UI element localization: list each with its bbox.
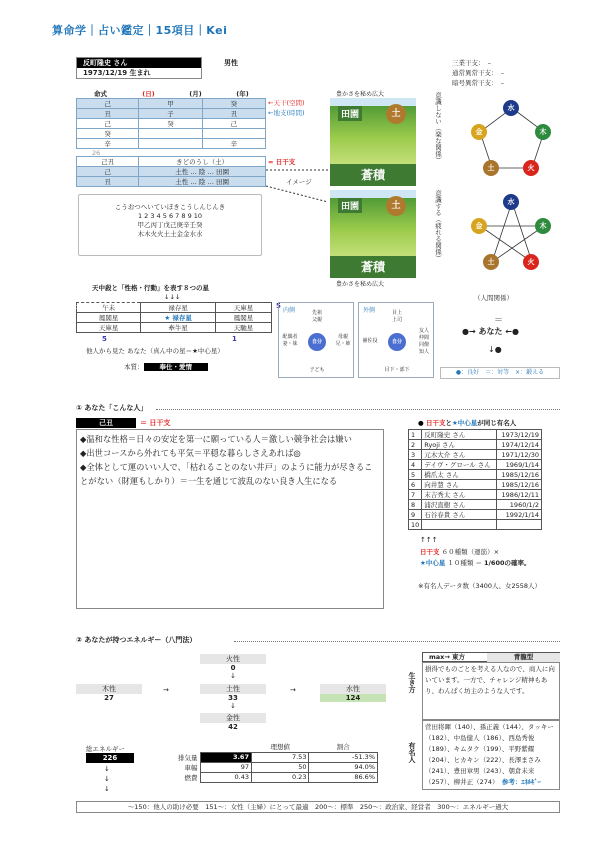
famous-line1 bbox=[420, 547, 499, 556]
type-label: 青龍型 bbox=[487, 653, 560, 662]
inner-diagram bbox=[278, 302, 354, 378]
famous-title-mid: と bbox=[445, 419, 452, 427]
outer-bottom: 目下・部下 bbox=[384, 367, 410, 373]
famous-date: 1974/12/14 bbox=[497, 440, 542, 450]
image-bar: 蒼積 bbox=[330, 164, 416, 186]
cell: 辛 bbox=[202, 139, 265, 149]
sub-cell: 土性 … 陰 … 田園 bbox=[139, 167, 266, 177]
image-arrows bbox=[262, 166, 332, 206]
famous-row bbox=[409, 490, 542, 500]
cell: 辛 bbox=[77, 139, 139, 149]
water-label: 水性 bbox=[320, 684, 386, 694]
tag-field: 田園 bbox=[338, 198, 362, 213]
cell: 甲 bbox=[139, 99, 202, 109]
famous-name: Ryoji さん bbox=[422, 440, 497, 450]
arrow-right: → bbox=[290, 686, 296, 694]
famous-date: 1985/12/16 bbox=[497, 480, 542, 490]
famous-index: 3 bbox=[409, 450, 422, 460]
meishiki-num: 26 bbox=[92, 149, 101, 157]
outer-top: 目上 上司 bbox=[391, 310, 402, 323]
row-val: 97 bbox=[200, 762, 251, 772]
chishi-note: ←地支(時間) bbox=[268, 109, 305, 117]
profile-box bbox=[76, 57, 202, 79]
nikkan-note: = 日干支 bbox=[268, 158, 296, 166]
cycle-label-bottom: 意識する（疲れる関係） bbox=[434, 190, 442, 262]
row-label: 燃費 bbox=[184, 773, 198, 782]
total-label: 総エネルギー bbox=[86, 745, 125, 753]
famous-row bbox=[409, 450, 542, 460]
earth-label: 土性 bbox=[200, 684, 266, 694]
famous-index: 5 bbox=[409, 470, 422, 480]
page-title: 算命学｜占い鑑定｜15項目｜Kei bbox=[52, 24, 228, 37]
human-down: ↓● bbox=[488, 345, 502, 354]
famous-index: 9 bbox=[409, 510, 422, 520]
nikkan-table bbox=[76, 156, 266, 187]
star-cell: 午未 bbox=[77, 303, 141, 313]
kana-line: こうおつへいていぼきこうしんじんき bbox=[114, 203, 226, 211]
human-title: （人間関係） bbox=[474, 294, 513, 302]
famous-name: 向井慧 さん bbox=[422, 480, 497, 490]
honshitsu-label: 本質： bbox=[124, 363, 144, 371]
nikkan-cell: きどのうし（土） bbox=[139, 157, 266, 167]
sec2-divider bbox=[234, 641, 560, 642]
fire-value: 0 bbox=[230, 664, 236, 672]
nikkan-cell: 己丑 bbox=[77, 157, 139, 167]
ikikata-text: 損得でものごとを考える人なので、商人に向いています。一方で、チャレンジ精神もあり、わんぱく坊主のような人です。 bbox=[422, 662, 560, 720]
ikikata-label: 生き方 bbox=[408, 672, 416, 693]
sub-cell: 己 bbox=[77, 167, 139, 177]
famous-name: デイヴ・グロール さん bbox=[422, 460, 497, 470]
wood-energy bbox=[76, 684, 142, 702]
famous-row bbox=[409, 520, 542, 530]
famous-name: 橋爪太 さん bbox=[422, 470, 497, 480]
inner-self: 自分 bbox=[308, 333, 326, 351]
cell: 己 bbox=[77, 119, 139, 129]
famous-date: 1960/1/2 bbox=[497, 500, 542, 510]
arrow-right: → bbox=[163, 686, 169, 694]
center-star: ★ 禄存星 bbox=[141, 313, 216, 323]
row-val: 86.6% bbox=[309, 772, 378, 782]
famous-title-dot: ● bbox=[418, 419, 424, 427]
famous-l2c: 1/600の確率。 bbox=[484, 559, 531, 567]
row-val: -51.3% bbox=[309, 752, 378, 762]
famous-row bbox=[409, 460, 542, 470]
metal-label: 金性 bbox=[200, 713, 266, 723]
th: 割合 bbox=[336, 743, 350, 752]
famous-arrows: ↑↑↑ bbox=[420, 536, 438, 544]
energy-footer: ～150：他人の助け必要 151～：女性（主婦）にとって最適 200～：標準 250～：政治家、経営者 300～：エネルギー過大 bbox=[76, 801, 560, 813]
meishiki-label: 命式 bbox=[94, 89, 108, 98]
star-cell: 天庫星 bbox=[77, 323, 141, 333]
famous-index: 4 bbox=[409, 460, 422, 470]
row-label: 車幅 bbox=[184, 763, 198, 772]
famous-index: 8 bbox=[409, 500, 422, 510]
famous-index: 1 bbox=[409, 430, 422, 440]
image-label: イメージ bbox=[286, 178, 312, 186]
metal-circle: 金 bbox=[471, 124, 487, 140]
image-bar: 蒼積 bbox=[330, 256, 416, 278]
star-cell: 禄存星 bbox=[141, 303, 216, 313]
side-num: 5 bbox=[276, 302, 281, 310]
ref-label: 参考：ｴﾈﾙｷﾞｰ bbox=[501, 778, 541, 786]
outer-self: 自分 bbox=[388, 333, 406, 351]
energy-table bbox=[160, 742, 378, 783]
famous-row bbox=[409, 430, 542, 440]
cell: 癸 bbox=[139, 119, 202, 129]
stars-note: 他人から見た あなた（真ん中の星＝★中心星） bbox=[86, 347, 224, 355]
inner-right: 母親 兄・姉 bbox=[335, 334, 351, 347]
water-circle: 水 bbox=[503, 100, 519, 116]
honshitsu-value: 奉仕・愛情 bbox=[144, 363, 209, 371]
earth-cycle-circle: 土 bbox=[483, 254, 499, 270]
kana-line: 木木火火土土金金水水 bbox=[137, 230, 203, 238]
th bbox=[160, 742, 200, 752]
inner-bottom: 子ども bbox=[309, 367, 325, 373]
human-eq: ＝ bbox=[494, 316, 504, 326]
famous-index: 10 bbox=[409, 520, 422, 530]
sec1-divider bbox=[156, 409, 560, 410]
max-label: max→ 東方 bbox=[429, 653, 466, 661]
meishiki-table bbox=[76, 88, 266, 98]
profile-gender: 男性 bbox=[224, 59, 238, 67]
bottom-num-right: 1 bbox=[232, 335, 237, 343]
bottom-num-left: 5 bbox=[102, 335, 107, 343]
fire-energy: 火性 0 ↓ bbox=[200, 654, 266, 680]
stars-arrows: ↓↓↓ bbox=[164, 293, 181, 301]
profile-name: 反町隆史 さん bbox=[77, 58, 201, 68]
star-cell: 鳳閣星 bbox=[77, 313, 141, 323]
kanshi-line: 通常異常干支： – bbox=[452, 69, 504, 77]
famous-l2b: １０種類 ＝ bbox=[445, 559, 485, 567]
image-caption-top: 豊かさを秘め広大 bbox=[336, 91, 385, 98]
th: 理想値 bbox=[270, 743, 290, 752]
famous-note: ※有名人データ数（3400人、女2558人） bbox=[418, 582, 542, 590]
col-year: (年) bbox=[236, 89, 249, 98]
famous-energy-text: 菅田将暉（140）、孫正義（144）、タッキー（182）、中島健人（186）、西島秀俊（189）、キムタク（199）、平野紫耀（204）、ヒカキン（222）、長澤まさみ（241）、豊田章男（243）、朝倉未来（257）、柳井正（274） bbox=[425, 723, 554, 786]
cell: 癸 bbox=[77, 129, 139, 139]
stars-grid bbox=[76, 302, 272, 333]
cell: 己 bbox=[77, 99, 139, 109]
water-value: 124 bbox=[320, 694, 386, 702]
star-cell: 天庫星 bbox=[215, 303, 271, 313]
fire-label: 火性 bbox=[200, 654, 266, 664]
famous-energy bbox=[422, 720, 560, 790]
col-month: (月) bbox=[189, 89, 202, 98]
kana-line: 甲乙丙丁戊己庚辛壬癸 bbox=[137, 221, 203, 229]
cell bbox=[139, 139, 202, 149]
sec1-line: ◆温和な性格＝日々の安定を第一に願っている人＝激しい競争社会は嫌い bbox=[80, 434, 352, 444]
outer-title: 外側 bbox=[363, 307, 376, 314]
water-circle: 水 bbox=[503, 194, 519, 210]
famous-index: 2 bbox=[409, 440, 422, 450]
sub-cell: 土性 … 陰 … 田園 bbox=[139, 177, 266, 187]
famous-date: 1973/12/19 bbox=[497, 430, 542, 440]
famous-name: 石谷春貴 さん bbox=[422, 510, 497, 520]
cell: 子 bbox=[139, 109, 202, 119]
cell: 丑 bbox=[77, 109, 139, 119]
earth-energy: 土性 33 ↓ bbox=[200, 684, 266, 710]
famous-row bbox=[409, 510, 542, 520]
famous-name bbox=[422, 520, 497, 530]
cell: 己 bbox=[202, 119, 265, 129]
famous-title-red: 日干支 bbox=[425, 419, 446, 427]
famous-row bbox=[409, 440, 542, 450]
total-arrows: ↓ ↓ ↓ bbox=[104, 765, 110, 793]
water-energy bbox=[320, 684, 386, 702]
cycle-label-top: 意識しない（楽な関係） bbox=[434, 92, 442, 164]
sec2-heading: ② あなたが持つエネルギー（八門法） bbox=[76, 636, 197, 644]
famous-title bbox=[418, 418, 516, 427]
tenkan-note-text: ←天干(空間) bbox=[268, 99, 305, 107]
sec1-tag-left: 己丑 bbox=[76, 418, 136, 428]
famous-date: 1986/12/11 bbox=[497, 490, 542, 500]
field-image-top bbox=[330, 98, 416, 186]
famous-date: 1969/1/14 bbox=[497, 460, 542, 470]
famous-name: 末吉秀太 さん bbox=[422, 490, 497, 500]
star-cell: 牽牛星 bbox=[141, 323, 216, 333]
profile-birth: 1973/12/19 生まれ bbox=[83, 69, 151, 77]
sec1-line: ◆出世コースから外れても平気＝平穏な暮らしさえあれば◎ bbox=[80, 448, 301, 458]
wood-circle: 木 bbox=[535, 218, 551, 234]
row-val: 94.0% bbox=[309, 762, 378, 772]
famous-line2 bbox=[420, 558, 531, 567]
famous-title-post: が同じ有名人 bbox=[477, 419, 517, 427]
outer-diagram bbox=[358, 302, 434, 378]
total-value: 226 bbox=[86, 753, 134, 763]
honshitsu bbox=[124, 362, 208, 371]
fire-circle: 火 bbox=[523, 160, 539, 176]
col-day: (日) bbox=[142, 89, 155, 98]
famous-index: 6 bbox=[409, 480, 422, 490]
earth-cycle-circle: 土 bbox=[483, 160, 499, 176]
earth-value: 33 bbox=[228, 694, 238, 702]
cell bbox=[139, 129, 202, 139]
famous-name: 浦沢直樹 さん bbox=[422, 500, 497, 510]
famous-date bbox=[497, 520, 542, 530]
famous-l1a: 日干支 bbox=[420, 548, 440, 556]
kana-line: 1 2 3 4 5 6 7 8 9 10 bbox=[137, 212, 203, 220]
famous-name: 反町隆史 さん bbox=[422, 430, 497, 440]
meishiki-grid bbox=[76, 98, 266, 149]
row-val: 3.67 bbox=[200, 752, 251, 762]
max-row bbox=[422, 652, 560, 662]
famous-date: 1985/12/16 bbox=[497, 470, 542, 480]
row-val: 0.23 bbox=[251, 772, 308, 782]
famous-l2a: ★中心星 bbox=[420, 559, 446, 567]
sec1-heading: ① あなた「こんな人」 bbox=[76, 404, 148, 412]
field-image-bottom bbox=[330, 190, 416, 278]
outer-right: 友人 仲間 同僚 知人 bbox=[418, 328, 429, 355]
famous2-label: 有名人 bbox=[408, 742, 416, 763]
star-cell: 天馳星 bbox=[215, 323, 271, 333]
row-val: 0.43 bbox=[200, 772, 251, 782]
metal-value: 42 bbox=[228, 723, 238, 731]
row-val: 50 bbox=[251, 762, 308, 772]
row-val: 7.53 bbox=[251, 752, 308, 762]
famous-index: 7 bbox=[409, 490, 422, 500]
metal-energy bbox=[200, 713, 266, 731]
famous-row bbox=[409, 480, 542, 490]
human-you: ●→ あなた ←● bbox=[462, 327, 519, 336]
star-cell: 鳳閣星 bbox=[215, 313, 271, 323]
kanshi-line: 暗号異常干支： – bbox=[452, 79, 504, 87]
inner-left: 配偶者 妻・妹 bbox=[282, 334, 298, 347]
cell: 丑 bbox=[202, 109, 265, 119]
wood-circle: 木 bbox=[535, 124, 551, 140]
sub-cell: 丑 bbox=[77, 177, 139, 187]
kana-box bbox=[78, 194, 262, 256]
famous-l1b: ６０種類（運筋）× bbox=[439, 548, 500, 556]
inner-top: 先祖 父親 bbox=[311, 310, 322, 323]
wood-value: 27 bbox=[104, 694, 114, 702]
inner-title: 内側 bbox=[283, 307, 296, 314]
stars-heading: 天中殺と「性格・行動」を表す８つの星 bbox=[92, 284, 209, 292]
row-label: 排気量 bbox=[178, 753, 198, 762]
earth-circle: 土 bbox=[386, 104, 406, 124]
sec1-line: ◆全体として運のいい人で、「枯れることのない井戸」のように能力が尽きることがない（財運もしかり）＝一生を通じて波乱のない良き人生になる bbox=[80, 462, 373, 486]
cell: 癸 bbox=[202, 99, 265, 109]
famous-name: 元木大介 さん bbox=[422, 450, 497, 460]
kanshi-list bbox=[452, 58, 504, 88]
famous-title-blue: ★中心星 bbox=[451, 419, 478, 427]
image-caption-bottom: 豊かさを秘め広大 bbox=[336, 281, 385, 288]
fire-circle: 火 bbox=[523, 254, 539, 270]
relations-legend: ●：良好 ＝：対等 ×：鍛える bbox=[440, 367, 560, 379]
famous-date: 1992/1/14 bbox=[497, 510, 542, 520]
metal-circle: 金 bbox=[471, 218, 487, 234]
wood-label: 木性 bbox=[76, 684, 142, 694]
famous-row bbox=[409, 470, 542, 480]
famous-table bbox=[408, 429, 542, 530]
tenkan-note bbox=[268, 98, 305, 107]
outer-left: 補佐役 bbox=[362, 338, 378, 344]
sec1-body bbox=[76, 429, 384, 609]
cell bbox=[202, 129, 265, 139]
kanshi-line: 三業干支： – bbox=[452, 59, 491, 67]
sec1-tag-right: ＝ 日干支 bbox=[140, 419, 171, 427]
famous-date: 1971/12/30 bbox=[497, 450, 542, 460]
famous-row bbox=[409, 500, 542, 510]
tag-field: 田園 bbox=[338, 106, 362, 121]
earth-circle: 土 bbox=[386, 196, 406, 216]
